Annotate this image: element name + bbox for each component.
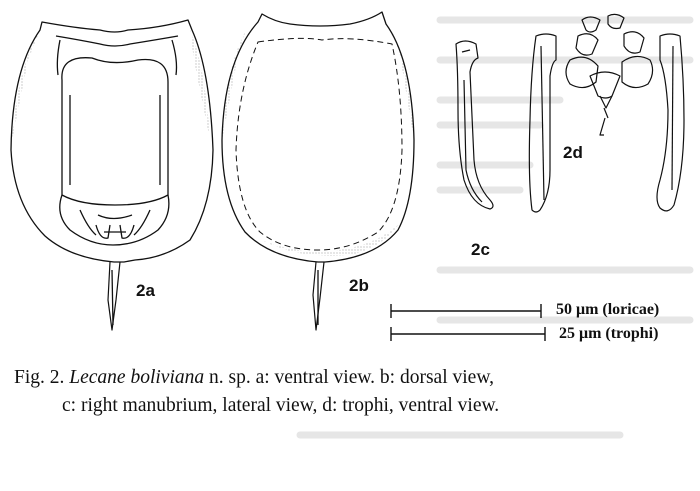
caption-line1-rest: n. sp. a: ventral view. b: dorsal view, (208, 367, 495, 388)
panel-label-2d: 2d (563, 143, 583, 162)
panel-2d-trophi (529, 14, 684, 212)
panel-label-2a: 2a (136, 281, 155, 300)
scale-label-loricae: 50 μm (loricae) (556, 301, 660, 318)
panel-label-2b: 2b (349, 276, 369, 295)
caption-line2: c: right manubrium, lateral view, d: trophi, ventral view. (62, 395, 500, 416)
figure-caption (14, 364, 694, 420)
caption-prefix: Fig. 2. (14, 367, 65, 388)
panel-2a-ventral-lorica (11, 20, 213, 330)
panel-label-2c: 2c (471, 240, 490, 259)
panel-2b-dorsal-lorica (222, 12, 414, 330)
caption-species: Lecane boliviana (69, 367, 205, 388)
scale-label-trophi: 25 μm (trophi) (559, 325, 659, 342)
